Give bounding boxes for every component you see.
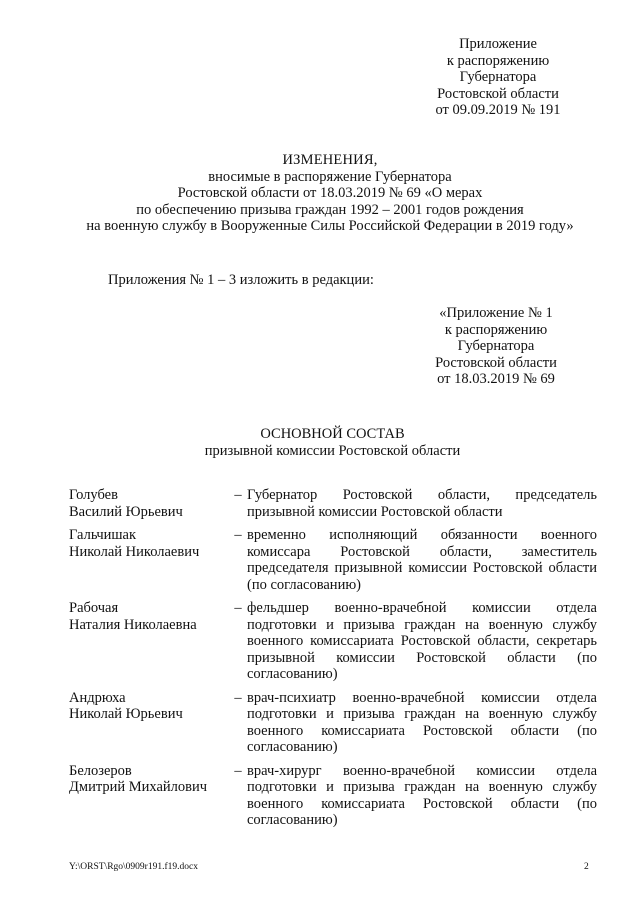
composition-heading <box>40 426 625 459</box>
members-list <box>69 487 597 836</box>
approval-stamp-top <box>398 36 598 119</box>
member-role: врач-хирург военно-врачебной комиссии отдела подготовки и призыва граждан на военную службу военного комиссариата Ростовской области (по согласованию) <box>247 762 597 828</box>
changes-line: вносимые в распоряжение Губернатора <box>208 168 452 185</box>
page-number: 2 <box>584 862 589 872</box>
member-name <box>69 690 229 756</box>
approval-line: Ростовской области <box>435 354 557 371</box>
member-dash: – <box>234 689 242 706</box>
changes-line: по обеспечению призыва граждан 1992 – 2001 годов рождения <box>136 201 524 218</box>
member-entry <box>69 763 597 829</box>
composition-subtitle: призывной комиссии Ростовской области <box>204 442 461 459</box>
changes-line: Ростовской области от 18.03.2019 № 69 «О мерах <box>177 185 483 201</box>
approval-line: Приложение <box>459 36 537 52</box>
footer-file-path: Y:\ORST\Rgo\0909r191.f19.docx <box>69 862 198 872</box>
approval-line: Губернатора <box>457 338 535 354</box>
member-entry <box>69 487 597 520</box>
approval-line: к распоряжению <box>444 321 548 338</box>
composition-title: ОСНОВНОЙ СОСТАВ <box>260 426 405 442</box>
member-name <box>69 527 229 593</box>
member-dash: – <box>234 527 242 543</box>
approval-line: Губернатора <box>459 69 537 85</box>
approval-line: от 18.03.2019 № 69 <box>437 371 555 387</box>
approval-stamp-inner <box>396 305 596 388</box>
member-name <box>69 763 229 829</box>
changes-title: ИЗМЕНЕНИЯ, <box>282 152 378 168</box>
changes-line: на военную службу в Вооруженные Силы Российской Федерации в 2019 году» <box>86 218 574 234</box>
member-entry <box>69 690 597 756</box>
member-given-names: Василий Юрьевич <box>69 503 183 520</box>
member-surname: Голубев <box>69 487 118 503</box>
approval-line: «Приложение № 1 <box>439 305 553 321</box>
member-surname: Андрюха <box>69 689 126 706</box>
changes-heading <box>40 152 620 235</box>
member-role: врач-психиатр военно-врачебной комиссии отдела подготовки и призыва граждан на военную службу военного комиссариата Ростовской области (по согласованию) <box>247 689 597 755</box>
member-entry <box>69 600 597 683</box>
member-name <box>69 600 229 683</box>
member-dash: – <box>234 600 242 616</box>
member-given-names: Николай Юрьевич <box>69 706 183 722</box>
instruction-text: Приложения № 1 – 3 изложить в редакции: <box>108 272 374 288</box>
member-role: фельдшер военно-врачебной комиссии отдела подготовки и призыва граждан на военную службу военного комиссариата Ростовской области, секретарь призывной комиссии Ростовской области (по согласованию) <box>247 600 597 682</box>
member-role: Губернатор Ростовской области, председатель призывной комиссии Ростовской области <box>247 487 597 520</box>
member-surname: Гальчишак <box>69 527 137 543</box>
approval-line: к распоряжению <box>446 52 550 69</box>
member-dash: – <box>234 487 242 503</box>
member-name <box>69 487 229 520</box>
member-dash: – <box>234 762 242 779</box>
member-entry <box>69 527 597 593</box>
member-given-names: Наталия Николаевна <box>69 616 197 633</box>
member-given-names: Дмитрий Михайлович <box>69 779 208 795</box>
approval-line: Ростовской области <box>437 85 559 102</box>
member-role: временно исполняющий обязанности военного комиссара Ростовской области, заместитель председателя призывной комиссии Ростовской области (по согласованию) <box>247 527 597 593</box>
member-surname: Белозеров <box>69 762 132 779</box>
approval-line: от 09.09.2019 № 191 <box>435 102 561 118</box>
member-surname: Рабочая <box>69 600 119 616</box>
member-given-names: Николай Николаевич <box>69 543 200 560</box>
